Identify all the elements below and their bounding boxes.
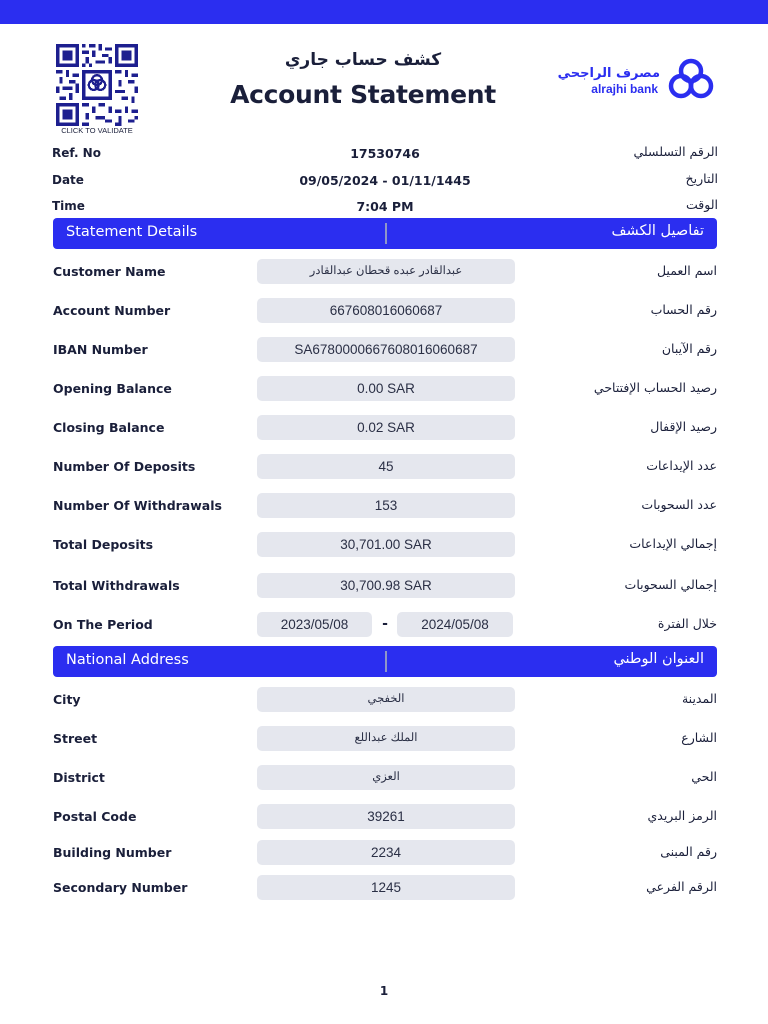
- page-title: Account Statement: [230, 80, 496, 109]
- field-label-arabic: عدد السحوبات: [641, 497, 717, 512]
- field-value: 667608016060687: [257, 298, 515, 323]
- field-label-arabic: المدينة: [681, 691, 717, 706]
- field-label-arabic: رصيد الإقفال: [650, 419, 717, 434]
- page-number: 1: [379, 984, 389, 998]
- field-building-number: [53, 840, 717, 866]
- field-label: Street: [53, 731, 98, 746]
- period-to-value: 2024/05/08: [397, 612, 513, 637]
- field-label: Postal Code: [53, 809, 137, 824]
- field-label: Customer Name: [53, 264, 166, 279]
- meta-label: Date: [52, 173, 84, 187]
- field-label-arabic: إجمالي الإيداعات: [629, 536, 717, 551]
- qr-code-validate[interactable]: [52, 42, 142, 134]
- field-value: 1245: [257, 875, 515, 900]
- field-closing-balance: [53, 415, 717, 441]
- field-number-of-deposits: [53, 454, 717, 480]
- meta-value: 7:04 PM: [356, 199, 414, 214]
- field-label: Account Number: [53, 303, 171, 318]
- field-iban-number: [53, 337, 717, 363]
- qr-code-icon: [56, 44, 138, 126]
- qr-caption: CLICK TO VALIDATE: [61, 126, 133, 135]
- title-arabic: كشف حساب جاري: [284, 50, 442, 70]
- field-value: 2234: [257, 840, 515, 865]
- field-label-arabic: رقم المبنى: [660, 844, 717, 859]
- meta-value: 17530746: [350, 146, 420, 161]
- field-label-arabic: عدد الإيداعات: [646, 458, 717, 473]
- field-postal-code: [53, 804, 717, 830]
- section-statement-details: [53, 218, 717, 249]
- field-label: Building Number: [53, 845, 172, 860]
- field-value: 0.02 SAR: [257, 415, 515, 440]
- field-label: District: [53, 770, 105, 785]
- field-label: IBAN Number: [53, 342, 148, 357]
- period-separator: -: [382, 616, 388, 632]
- meta-row-time: [52, 196, 718, 216]
- top-accent-bar: [0, 0, 768, 24]
- field-label: City: [53, 692, 81, 707]
- meta-row-date: [52, 170, 718, 190]
- section-title: National Address: [66, 652, 189, 668]
- field-label: Total Deposits: [53, 537, 154, 552]
- alrajhi-logo-icon: [666, 56, 716, 102]
- field-value: 39261: [257, 804, 515, 829]
- field-label-arabic: اسم العميل: [656, 263, 717, 278]
- field-label-arabic: خلال الفترة: [657, 616, 717, 631]
- field-label: Number Of Deposits: [53, 459, 196, 474]
- field-label-arabic: رصيد الحساب الإفتتاحي: [593, 380, 717, 395]
- field-value: الملك عبداللع: [257, 726, 515, 751]
- section-divider: [385, 651, 387, 672]
- field-value: 0.00 SAR: [257, 376, 515, 401]
- field-number-of-withdrawals: [53, 493, 717, 519]
- field-total-withdrawals: [53, 573, 717, 599]
- field-on-the-period: [53, 612, 717, 638]
- field-value: 30,700.98 SAR: [257, 573, 515, 598]
- field-label-arabic: رقم الآيبان: [661, 341, 717, 356]
- field-customer-name: [53, 259, 717, 285]
- bank-logo-text-arabic: مصرف الراجحي: [557, 66, 660, 81]
- meta-value: 09/05/2024 - 01/11/1445: [299, 173, 471, 188]
- field-account-number: [53, 298, 717, 324]
- meta-label: Time: [52, 199, 85, 213]
- section-title-arabic: العنوان الوطني: [613, 651, 704, 667]
- section-title: Statement Details: [66, 224, 198, 240]
- section-national-address: [53, 646, 717, 677]
- field-value: 153: [257, 493, 515, 518]
- field-value: عبدالقادر عبده قحطان عبدالقادر: [257, 259, 515, 284]
- field-total-deposits: [53, 532, 717, 558]
- field-value: SA6780000667608016060687: [257, 337, 515, 362]
- field-label-arabic: رقم الحساب: [650, 302, 717, 317]
- field-label: Total Withdrawals: [53, 578, 180, 593]
- section-divider: [385, 223, 387, 244]
- field-label: Secondary Number: [53, 880, 188, 895]
- field-label: Opening Balance: [53, 381, 172, 396]
- section-title-arabic: تفاصيل الكشف: [611, 223, 704, 239]
- period-from-value: 2023/05/08: [257, 612, 372, 637]
- meta-label-arabic: التاريخ: [685, 171, 718, 186]
- field-secondary-number: [53, 875, 717, 901]
- bank-logo-text: alrajhi bank: [591, 82, 658, 96]
- field-label: On The Period: [53, 617, 153, 632]
- field-label-arabic: الحي: [691, 769, 717, 784]
- meta-row-ref-no: [52, 143, 718, 163]
- field-label-arabic: الشارع: [681, 730, 717, 745]
- field-label-arabic: إجمالي السحوبات: [624, 577, 717, 592]
- field-label: Closing Balance: [53, 420, 165, 435]
- field-label-arabic: الرقم الفرعي: [646, 879, 717, 894]
- field-city: [53, 687, 717, 713]
- meta-label: Ref. No: [52, 146, 101, 160]
- field-district: [53, 765, 717, 791]
- field-opening-balance: [53, 376, 717, 402]
- field-label-arabic: الرمز البريدي: [647, 808, 717, 823]
- meta-label-arabic: الرقم التسلسلي: [633, 144, 718, 159]
- field-label: Number Of Withdrawals: [53, 498, 222, 513]
- field-value: 45: [257, 454, 515, 479]
- field-value: العزي: [257, 765, 515, 790]
- field-street: [53, 726, 717, 752]
- field-value: 30,701.00 SAR: [257, 532, 515, 557]
- meta-label-arabic: الوقت: [686, 197, 718, 212]
- field-value: الخفجي: [257, 687, 515, 712]
